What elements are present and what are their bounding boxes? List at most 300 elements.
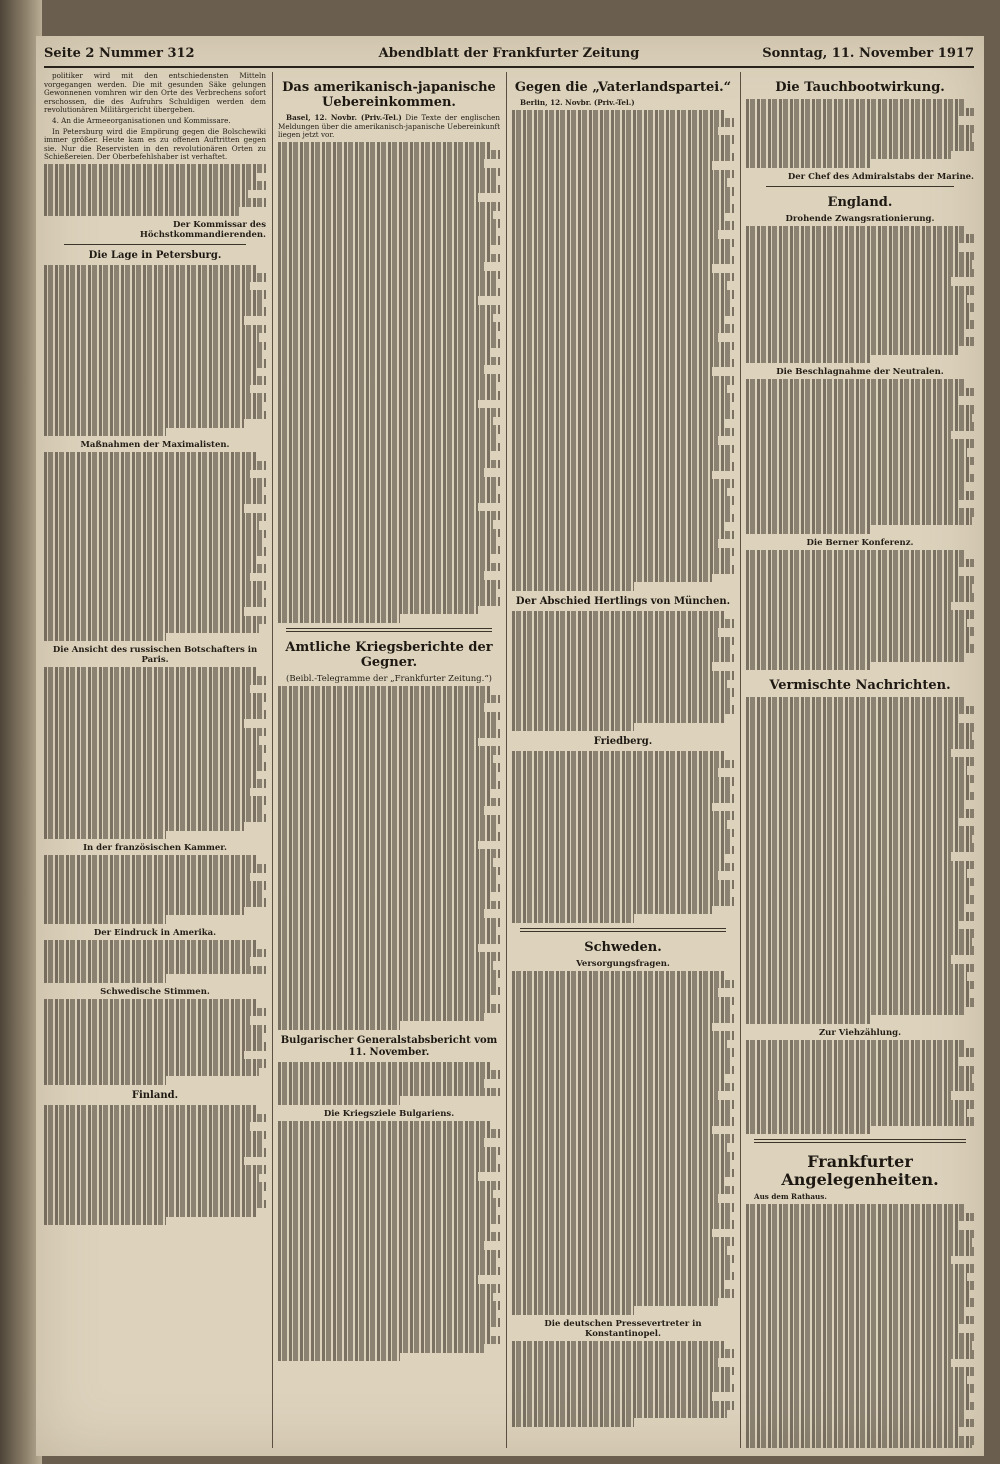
illegible-text-line — [278, 1353, 400, 1362]
section-subheading: Die Ansicht des russischen Botschafters in Paris. — [52, 645, 258, 666]
illegible-text-line — [512, 671, 734, 680]
illegible-text-line — [44, 1148, 266, 1157]
illegible-text-line — [746, 792, 974, 801]
illegible-text-line — [746, 1074, 972, 1083]
illegible-text-line — [746, 843, 974, 852]
illegible-text-line — [746, 500, 958, 509]
illegible-text-line — [512, 619, 734, 628]
illegible-text-line — [44, 1051, 244, 1060]
illegible-text-line — [44, 581, 266, 590]
illegible-text-line — [512, 1367, 734, 1376]
illegible-text-line — [746, 740, 974, 749]
illegible-text-line — [746, 904, 965, 913]
illegible-text-line — [512, 118, 734, 127]
illegible-text-line — [512, 777, 734, 786]
article-text: politiker wird mit den entschiedensten Mitteln vorgegangen werden. Die mit gesunden Säke gelungen Gewonnenen vomhren wir den Orte des Verbrechens sofort erschossen, die des Aufruhrs Schuldigen werden dem revolutionären Militärgericht übergeben. — [44, 72, 266, 115]
illegible-text-line — [746, 1040, 965, 1049]
illegible-text-line — [746, 525, 871, 534]
illegible-text-line — [746, 337, 974, 346]
illegible-text-line — [44, 907, 244, 916]
illegible-text-line — [278, 142, 491, 151]
illegible-text-line — [746, 1057, 958, 1066]
illegible-text-line — [278, 1258, 498, 1267]
section-subheading: In der französischen Kammer. — [83, 843, 227, 854]
illegible-text-line — [512, 1100, 734, 1109]
illegible-text-line — [278, 219, 500, 228]
newspaper-page — [36, 36, 984, 1456]
illegible-text-line — [278, 1215, 500, 1224]
illegible-text-line — [278, 1164, 500, 1173]
illegible-text-line — [44, 607, 244, 616]
illegible-text-line — [44, 573, 250, 582]
illegible-text-line — [512, 1143, 727, 1152]
illegible-text-line — [746, 861, 974, 870]
illegible-text-line — [746, 732, 972, 741]
illegible-text-line — [512, 1194, 718, 1203]
illegible-text-line — [278, 451, 491, 460]
illegible-text-line — [278, 806, 484, 815]
section-heading: Schweden. — [584, 940, 662, 956]
illegible-text-line — [278, 296, 478, 305]
illegible-text-line — [512, 135, 734, 144]
illegible-text-line — [44, 598, 266, 607]
illegible-text-line — [746, 1273, 967, 1282]
illegible-text-line — [44, 368, 257, 377]
illegible-text-line — [278, 339, 500, 348]
section-heading: Frankfurter Angelegenheiten. — [781, 1152, 939, 1190]
illegible-text-line — [44, 419, 244, 428]
illegible-text-line — [746, 818, 958, 827]
illegible-text-line — [44, 299, 264, 308]
illegible-text-line — [512, 1109, 732, 1118]
illegible-text-line — [746, 396, 958, 405]
illegible-text-line — [278, 1062, 491, 1071]
illegible-text-line — [44, 966, 266, 975]
illegible-text-line — [44, 538, 262, 547]
illegible-text-line — [44, 342, 266, 351]
illegible-text-line — [278, 1301, 500, 1310]
illegible-text-line — [44, 822, 244, 831]
illegible-text-line — [44, 164, 266, 173]
illegible-text-line — [44, 495, 266, 504]
illegible-text-line — [746, 749, 951, 758]
illegible-text-line — [44, 316, 244, 325]
illegible-text-line — [746, 584, 972, 593]
illegible-text-line — [512, 786, 732, 795]
illegible-text-line — [278, 1172, 478, 1181]
illegible-text-line — [278, 254, 500, 263]
illegible-text-line — [278, 841, 478, 850]
illegible-text-line — [44, 676, 266, 685]
section-subheading: Der Eindruck in Amerika. — [93, 928, 217, 939]
illegible-text-line — [512, 471, 712, 480]
illegible-text-line — [512, 342, 734, 351]
illegible-text-line — [512, 531, 734, 540]
illegible-text-line — [278, 546, 500, 555]
illegible-text-line — [44, 461, 266, 470]
section-heading: Vermischte Nachrichten. — [769, 678, 951, 694]
illegible-text-line — [44, 478, 266, 487]
illegible-text-line — [746, 895, 974, 904]
illegible-text-line — [278, 236, 500, 245]
illegible-text-line — [746, 757, 974, 766]
illegible-text-line — [746, 1410, 965, 1419]
illegible-text-line — [746, 116, 958, 125]
illegible-text-line — [746, 448, 967, 457]
illegible-text-line — [746, 1221, 958, 1230]
illegible-text-line — [746, 1402, 974, 1411]
illegible-text-line — [44, 855, 257, 864]
illegible-text-line — [278, 746, 500, 755]
illegible-text-line — [746, 576, 974, 585]
illegible-text-line — [512, 307, 734, 316]
illegible-text-line — [278, 503, 478, 512]
illegible-text-line — [512, 264, 712, 273]
illegible-text-line — [278, 159, 484, 168]
illegible-text-line — [746, 602, 951, 611]
illegible-text-line — [512, 514, 734, 523]
illegible-text-line — [278, 391, 500, 400]
illegible-text-line — [44, 1068, 259, 1077]
illegible-text-line — [278, 909, 484, 918]
illegible-text-line — [44, 814, 266, 823]
illegible-text-line — [278, 703, 484, 712]
article-lead: Die Texte der englischen Meldungen über die amerikanisch-japanische Uebereinkunft liegen jetzt vor. — [278, 113, 500, 140]
illegible-text-line — [44, 1076, 166, 1085]
divider — [64, 244, 246, 245]
illegible-text-line — [44, 452, 257, 461]
illegible-text-line — [278, 150, 500, 159]
illegible-text-line — [746, 431, 951, 440]
illegible-text-line — [746, 422, 974, 431]
column-rule — [272, 72, 273, 1448]
illegible-text-line — [278, 1079, 484, 1088]
illegible-text-line — [278, 1129, 500, 1138]
illegible-text-line — [512, 436, 718, 445]
illegible-text-line — [746, 1117, 974, 1126]
illegible-text-line — [512, 419, 725, 428]
illegible-text-line — [512, 273, 734, 282]
section-subheading: Die Kriegsziele Bulgariens. — [323, 1108, 455, 1119]
section-heading: Die Tauchbootwirkung. — [775, 80, 945, 95]
section-subheading: Drohende Zwangsrationierung. — [785, 213, 935, 224]
column-4 — [746, 72, 974, 1448]
illegible-text-line — [746, 312, 969, 321]
illegible-text-line — [512, 1203, 734, 1212]
illegible-text-line — [746, 878, 974, 887]
illegible-text-line — [746, 619, 967, 628]
illegible-text-line — [278, 486, 498, 495]
illegible-text-line — [512, 628, 718, 637]
illegible-text-line — [746, 1298, 974, 1307]
illegible-text-line — [44, 173, 257, 182]
illegible-text-line — [512, 751, 725, 760]
illegible-text-line — [512, 854, 725, 863]
illegible-text-line — [746, 835, 972, 844]
illegible-text-line — [512, 997, 734, 1006]
illegible-text-line — [278, 554, 491, 563]
illegible-text-line — [512, 213, 725, 222]
illegible-text-line — [512, 204, 734, 213]
illegible-text-line — [278, 935, 500, 944]
illegible-text-line — [44, 333, 259, 342]
illegible-text-line — [746, 295, 967, 304]
illegible-text-line — [512, 445, 734, 454]
illegible-text-line — [278, 494, 500, 503]
illegible-text-line — [746, 159, 871, 168]
illegible-text-line — [278, 901, 500, 910]
illegible-text-line — [278, 305, 500, 314]
column-1 — [44, 72, 266, 1448]
illegible-text-line — [278, 1088, 500, 1097]
illegible-text-line — [44, 393, 266, 402]
illegible-text-line — [746, 388, 974, 397]
illegible-text-line — [512, 127, 718, 136]
illegible-text-line — [278, 772, 496, 781]
illegible-text-line — [278, 1013, 484, 1022]
illegible-text-line — [512, 1341, 725, 1350]
illegible-text-line — [746, 252, 974, 261]
illegible-text-line — [512, 1066, 734, 1075]
illegible-text-line — [512, 980, 734, 989]
illegible-text-line — [746, 783, 969, 792]
illegible-text-line — [746, 912, 974, 921]
illegible-text-line — [278, 529, 500, 538]
illegible-text-line — [278, 460, 500, 469]
illegible-text-line — [278, 443, 500, 452]
illegible-text-line — [44, 779, 266, 788]
illegible-text-line — [512, 1169, 734, 1178]
illegible-text-line — [278, 571, 484, 580]
illegible-text-line — [746, 320, 974, 329]
illegible-text-line — [512, 385, 727, 394]
illegible-text-line — [512, 1246, 727, 1255]
illegible-text-line — [278, 987, 500, 996]
illegible-text-line — [512, 1384, 734, 1393]
illegible-text-line — [512, 359, 734, 368]
illegible-text-line — [278, 1181, 500, 1190]
section-heading: Der Abschied Hertlings von München. — [515, 595, 731, 607]
dateline: Berlin, 12. Novbr. (Priv.-Tel.) — [520, 98, 635, 107]
column-3 — [512, 72, 734, 1448]
illegible-text-line — [278, 763, 500, 772]
illegible-text-line — [278, 417, 493, 426]
illegible-text-line — [746, 972, 967, 981]
illegible-text-line — [746, 277, 951, 286]
illegible-text-line — [512, 811, 734, 820]
illegible-text-line — [44, 207, 239, 216]
illegible-text-line — [746, 1256, 951, 1265]
illegible-text-line — [278, 755, 493, 764]
illegible-text-line — [278, 279, 498, 288]
illegible-text-line — [746, 379, 965, 388]
illegible-text-line — [746, 1384, 974, 1393]
illegible-text-line — [512, 914, 634, 923]
illegible-text-line — [746, 775, 974, 784]
illegible-text-line — [512, 556, 732, 565]
illegible-text-line — [278, 580, 500, 589]
dateline: Basel, 12. Novbr. (Priv.-Tel.) — [286, 113, 402, 122]
illegible-text-line — [512, 178, 727, 187]
illegible-text-line — [44, 359, 266, 368]
illegible-text-line — [278, 1198, 500, 1207]
illegible-text-line — [512, 402, 730, 411]
illegible-text-line — [278, 1318, 500, 1327]
illegible-text-line — [278, 961, 493, 970]
illegible-text-line — [44, 504, 244, 513]
illegible-text-line — [44, 616, 266, 625]
illegible-text-line — [512, 1126, 712, 1135]
illegible-text-line — [44, 881, 266, 890]
illegible-text-line — [44, 1059, 266, 1068]
illegible-text-line — [278, 1147, 500, 1156]
illegible-text-line — [44, 1200, 266, 1209]
illegible-text-line — [746, 1436, 974, 1445]
illegible-text-line — [746, 405, 974, 414]
illegible-text-line — [278, 202, 500, 211]
illegible-text-line — [278, 1207, 496, 1216]
illegible-text-line — [44, 771, 257, 780]
illegible-text-line — [512, 1057, 730, 1066]
illegible-text-line — [44, 307, 266, 316]
article-columns — [44, 72, 974, 1448]
illegible-text-line — [278, 712, 500, 721]
illegible-text-line — [44, 728, 266, 737]
illegible-text-line — [746, 133, 972, 142]
illegible-text-line — [44, 273, 266, 282]
illegible-text-line — [278, 1021, 400, 1030]
illegible-text-line — [44, 949, 266, 958]
illegible-text-line — [44, 1122, 250, 1131]
section-subheading: Zur Viehzählung. — [818, 1027, 902, 1038]
section-subheading: Die deutschen Pressevertreter in Konstantinopel. — [544, 1318, 702, 1339]
illegible-text-line — [44, 556, 257, 565]
illegible-text-line — [44, 762, 266, 771]
illegible-text-line — [44, 547, 266, 556]
illegible-text-line — [278, 1241, 484, 1250]
illegible-text-line — [746, 1007, 965, 1016]
illegible-text-line — [512, 803, 712, 812]
illegible-text-line — [746, 921, 958, 930]
section-heading: England. — [827, 194, 893, 210]
illegible-text-line — [512, 1280, 725, 1289]
illegible-text-line — [512, 247, 732, 256]
illegible-text-line — [44, 564, 266, 573]
illegible-text-line — [512, 187, 734, 196]
illegible-text-line — [278, 614, 400, 623]
illegible-text-line — [512, 1040, 727, 1049]
illegible-text-line — [512, 582, 634, 591]
illegible-text-line — [278, 511, 500, 520]
illegible-text-line — [746, 465, 969, 474]
illegible-text-line — [512, 760, 734, 769]
illegible-text-line — [746, 1230, 974, 1239]
illegible-text-line — [512, 522, 725, 531]
illegible-text-line — [278, 686, 491, 695]
illegible-text-line — [278, 738, 478, 747]
section-heading: Amtliche Kriegsberichte der Gegner. — [285, 640, 493, 671]
illegible-text-line — [44, 198, 266, 207]
illegible-text-line — [512, 820, 727, 829]
illegible-text-line — [278, 695, 500, 704]
illegible-text-line — [746, 108, 974, 117]
illegible-text-line — [278, 729, 500, 738]
illegible-text-line — [512, 705, 734, 714]
illegible-text-line — [512, 333, 718, 342]
illegible-text-line — [278, 884, 500, 893]
illegible-text-line — [746, 662, 871, 671]
illegible-text-line — [746, 1427, 958, 1436]
illegible-text-line — [512, 1272, 734, 1281]
illegible-text-line — [512, 645, 732, 654]
illegible-text-line — [746, 234, 974, 243]
illegible-text-line — [512, 714, 725, 723]
illegible-text-line — [746, 852, 951, 861]
illegible-text-line — [512, 794, 734, 803]
illegible-text-line — [512, 768, 718, 777]
section-subheading: Maßnahmen der Maximalisten. — [80, 440, 230, 451]
illegible-text-line — [44, 1208, 257, 1217]
illegible-text-line — [44, 693, 266, 702]
illegible-text-line — [278, 867, 500, 876]
illegible-text-line — [746, 1247, 974, 1256]
illegible-text-line — [746, 414, 972, 423]
illegible-text-line — [44, 181, 266, 190]
illegible-text-line — [512, 829, 734, 838]
illegible-text-line — [746, 1100, 974, 1109]
divider — [754, 1139, 966, 1143]
illegible-text-line — [278, 520, 493, 529]
illegible-text-line — [512, 376, 734, 385]
illegible-text-line — [278, 781, 500, 790]
illegible-text-line — [278, 597, 500, 606]
section-subheading: Die Berner Konferenz. — [806, 537, 914, 548]
illegible-text-line — [44, 521, 259, 530]
section-subheading: Schwedische Stimmen. — [100, 987, 210, 998]
section-subheading: Die Beschlagnahme der Neutralen. — [776, 367, 944, 378]
illegible-text-line — [512, 1160, 730, 1169]
illegible-text-line — [44, 376, 266, 385]
illegible-text-line — [44, 190, 248, 199]
illegible-text-line — [746, 567, 958, 576]
illegible-text-line — [512, 350, 732, 359]
illegible-text-line — [278, 193, 478, 202]
illegible-text-line — [44, 898, 266, 907]
illegible-text-line — [746, 1281, 974, 1290]
illegible-text-line — [278, 1121, 491, 1130]
illegible-text-line — [512, 1177, 725, 1186]
illegible-text-line — [512, 637, 734, 646]
illegible-text-line — [746, 329, 965, 338]
illegible-text-line — [746, 946, 974, 955]
illegible-text-line — [512, 428, 734, 437]
illegible-text-line — [278, 892, 491, 901]
illegible-text-line — [512, 897, 734, 906]
illegible-text-line — [746, 627, 974, 636]
illegible-text-line — [278, 927, 498, 936]
illegible-text-line — [746, 929, 974, 938]
illegible-text-line — [512, 453, 732, 462]
illegible-text-line — [746, 559, 974, 568]
illegible-text-line — [44, 831, 166, 840]
illegible-text-line — [512, 548, 734, 557]
illegible-text-line — [512, 846, 734, 855]
illegible-text-line — [746, 826, 974, 835]
illegible-text-line — [512, 367, 712, 376]
illegible-text-line — [746, 1419, 974, 1428]
illegible-text-line — [512, 611, 725, 620]
illegible-text-line — [278, 365, 484, 374]
